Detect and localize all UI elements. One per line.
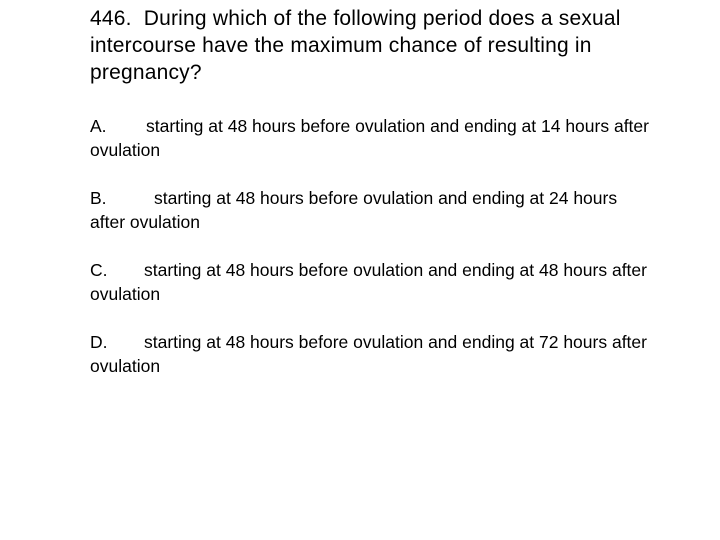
option-d-letter: D.: [90, 332, 108, 352]
option-a[interactable]: [90, 114, 650, 162]
option-d[interactable]: [90, 330, 650, 378]
question-text: During which of the following period does a sexual intercourse have the maximum chance of resulting in pregnancy?: [90, 7, 621, 84]
option-b-text: starting at 48 hours before ovulation and ending at 24 hours after ovulation: [90, 188, 618, 232]
option-a-letter: A.: [90, 116, 107, 136]
question: [90, 5, 650, 86]
option-c-text: starting at 48 hours before ovulation and ending at 48 hours after ovulation: [90, 260, 647, 304]
option-d-text: starting at 48 hours before ovulation and ending at 72 hours after ovulation: [90, 332, 647, 376]
answer-options: [90, 114, 650, 402]
option-b-letter: B.: [90, 188, 107, 208]
option-a-text: starting at 48 hours before ovulation and ending at 14 hours after ovulation: [90, 116, 649, 160]
option-c-letter: C.: [90, 260, 108, 280]
option-c[interactable]: [90, 258, 650, 306]
question-number: 446.: [90, 7, 132, 30]
option-b[interactable]: [90, 186, 650, 234]
